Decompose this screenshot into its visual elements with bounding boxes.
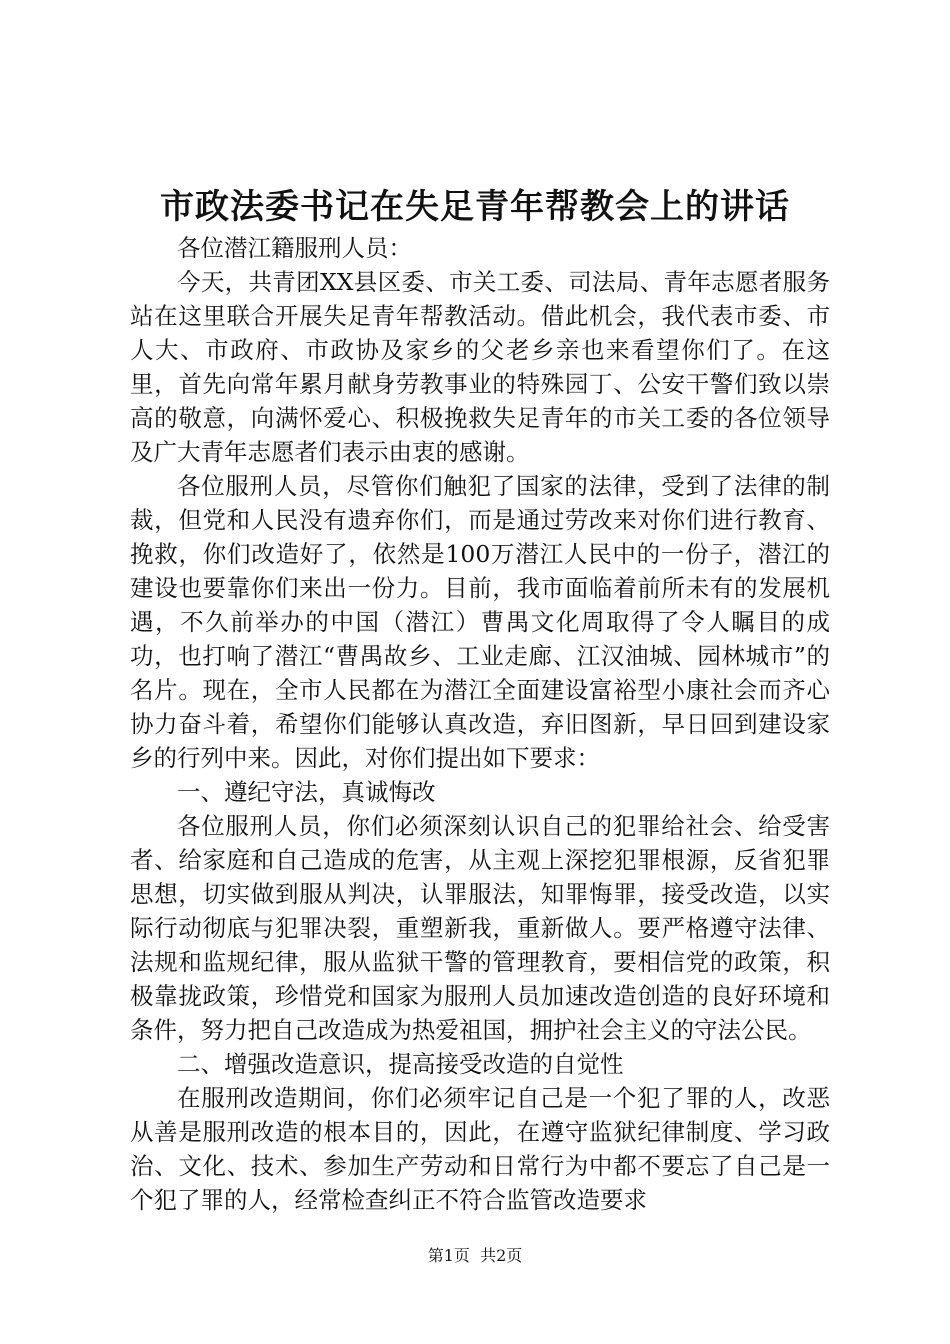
page-number: 第1页 (427, 1246, 470, 1265)
section-paragraph-1: 各位服刑人员，你们必须深刻认识自己的犯罪给社会、给受害者、给家庭和自己造成的危害，从主观上深挖犯罪根源，反省犯罪思想，切实做到服从判决，认罪服法，知罪悔罪，接受改造，以实际行动彻底与犯罪决裂，重塑新我，重新做人。要严格遵守法律、法规和监规纪律，服从监狱干警的管理教育，要相信党的政策，积极靠拢政策，珍惜党和国家为服刑人员加速改造创造的良好环境和条件，努力把自己改造成为热爱祖国，拥护社会主义的守法公民。 (130, 812, 830, 1044)
section-heading-1: 一、遵纪守法，真诚悔改 (177, 778, 436, 806)
section-paragraph-2: 在服刑改造期间，你们必须牢记自己是一个犯了罪的人，改恶从善是服刑改造的根本目的，因此，在遵守监狱纪律制度、学习政治、文化、技术、参加生产劳动和日常行为中都不要忘了自己是一个犯了罪的人，经常检查纠正不符合监管改造要求 (130, 1084, 830, 1214)
document-body (130, 231, 830, 1217)
salutation: 各位潜江籍服刑人员： (177, 234, 412, 262)
page-footer (0, 1244, 950, 1268)
document-title: 市政法委书记在失足青年帮教会上的讲话 (160, 187, 790, 227)
section-heading-2: 二、增强改造意识，提高接受改造的自觉性 (177, 1050, 624, 1078)
paragraph-context: 各位服刑人员，尽管你们触犯了国家的法律，受到了法律的制裁，但党和人民没有遗弃你们，而是通过劳改来对你们进行教育、挽救，你们改造好了，依然是100万潜江人民中的一份子，潜江的建设也要靠你们来出一份力。目前，我市面临着前所未有的发展机遇，不久前举办的中国（潜江）曹禺文化周取得了令人瞩目的成功，也打响了潜江“曹禺故乡、工业走廊、江汉油城、园林城市”的名片。现在，全市人民都在为潜江全面建设富裕型小康社会而齐心协力奋斗着，希望你们能够认真改造，弃旧图新，早日回到建设家乡的行列中来。因此，对你们提出如下要求： (130, 472, 830, 772)
paragraph-intro: 今天，共青团XX县区委、市关工委、司法局、青年志愿者服务站在这里联合开展失足青年帮教活动。借此机会，我代表市委、市人大、市政府、市政协及家乡的父老乡亲也来看望你们了。在这里，首先向常年累月献身劳教事业的特殊园丁、公安干警们致以崇高的敬意，向满怀爱心、积极挽救失足青年的市关工委的各位领导及广大青年志愿者们表示由衷的感谢。 (130, 268, 830, 466)
page-total: 共2页 (480, 1246, 523, 1265)
